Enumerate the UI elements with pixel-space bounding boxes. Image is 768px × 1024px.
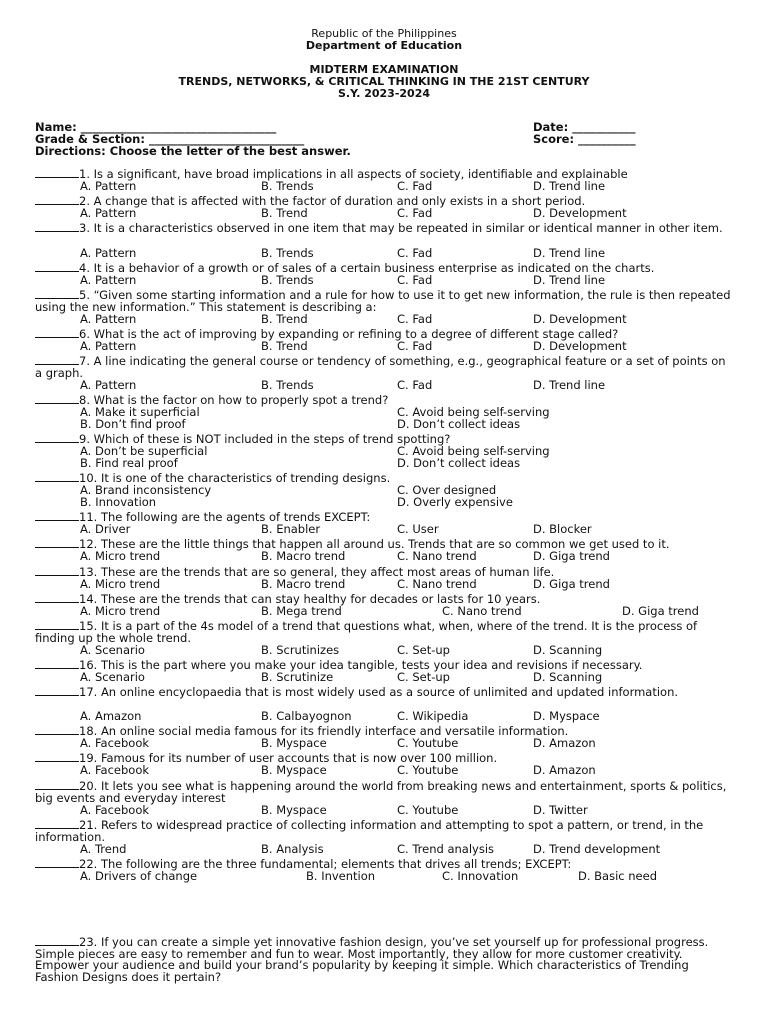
question-stem: 18. An online social media famous for its friendly interface and versatile information. xyxy=(79,724,569,738)
answer-option: D. Overly expensive xyxy=(397,495,513,509)
answer-option: B. Calbayognon xyxy=(261,709,352,723)
answer-blank xyxy=(35,262,79,272)
answer-option: D. Don’t collect ideas xyxy=(397,417,521,431)
answer-option: C. Nano trend xyxy=(397,549,477,563)
answer-option: C. Fad xyxy=(397,246,433,260)
question-2 xyxy=(35,195,735,208)
answer-option: C. Avoid being self-serving xyxy=(397,444,550,458)
answer-blank xyxy=(35,222,79,232)
question-stem: 23. If you can create a simple yet innovative fashion design, you’ve set yourself up for professional progress. Simple pieces are easy to remember and fun to wear. Most importantly, they allow for more customer creativity. Empower your audience and build your brand’s popularity by keeping it simple. Which characteristics of Trending Fashion Designs does it pertain? xyxy=(35,935,709,984)
answer-option: A. Driver xyxy=(80,522,131,536)
answer-blank xyxy=(35,328,79,338)
answer-option: B. Macro trend xyxy=(261,577,346,591)
answer-option: B. Don’t find proof xyxy=(80,417,186,431)
answer-option: C. Set-up xyxy=(397,643,450,657)
question-stem: 1. Is a significant, have broad implications in all aspects of society, identifiable and explainable xyxy=(79,167,628,181)
answer-option: B. Innovation xyxy=(80,495,157,509)
answer-option: C. Youtube xyxy=(397,763,459,777)
question-stem: 12. These are the little things that happen all around us. Trends that are so common we get used to it. xyxy=(79,537,670,551)
answer-blank xyxy=(35,858,79,868)
question-stem: 21. Refers to widespread practice of collecting information and attempting to spot a pattern, or trend, in the information. xyxy=(35,818,704,844)
answer-option: B. Trend xyxy=(261,339,308,353)
question-stem: 20. It lets you see what is happening around the world from breaking news and entertainment, sports & politics, big events and everyday interest xyxy=(35,779,727,805)
answer-option: A. Brand inconsistency xyxy=(80,483,212,497)
school-year: S.Y. 2023-2024 xyxy=(337,87,431,100)
answer-blank xyxy=(35,195,79,205)
question-stem: 3. It is a characteristics observed in one item that may be repeated in similar or identical manner in other item. xyxy=(79,221,723,235)
answer-blank xyxy=(35,593,79,603)
answer-option: C. Fad xyxy=(397,339,433,353)
answer-option: A. Make it superficial xyxy=(80,405,200,419)
question-4 xyxy=(35,262,735,275)
date-field: Date: ___________ xyxy=(533,120,636,134)
answer-option: D. Basic need xyxy=(578,869,658,883)
answer-option: C. User xyxy=(397,522,439,536)
answer-blank xyxy=(35,289,79,299)
answer-option: A. Pattern xyxy=(80,179,137,193)
answer-option: C. Fad xyxy=(397,206,433,220)
question-23 xyxy=(35,936,735,983)
answer-option: C. Set-up xyxy=(397,670,450,684)
question-1 xyxy=(35,168,735,181)
answer-option: C. Over designed xyxy=(397,483,497,497)
question-stem: 22. The following are the three fundamental; elements that drives all trends; EXCEPT: xyxy=(79,857,572,871)
answer-blank xyxy=(35,433,79,443)
question-3 xyxy=(35,222,735,235)
subject-title: TRENDS, NETWORKS, & CRITICAL THINKING IN THE 21ST CENTURY xyxy=(178,75,590,88)
answer-option: D. Myspace xyxy=(533,709,600,723)
answer-option: A. Facebook xyxy=(80,763,150,777)
answer-option: D. Giga trend xyxy=(622,604,699,618)
answer-option: C. Fad xyxy=(397,312,433,326)
answer-option: D. Twitter xyxy=(533,803,588,817)
answer-option: C. Nano trend xyxy=(397,577,477,591)
answer-option: A. Pattern xyxy=(80,339,137,353)
answer-option: B. Scrutinizes xyxy=(261,643,340,657)
question-stem: 5. “Given some starting information and a rule for how to use it to get new information, the rule is then repeated using the new information.” This statement is describing a: xyxy=(35,288,731,314)
answer-option: B. Find real proof xyxy=(80,456,178,470)
question-stem: 11. The following are the agents of trends EXCEPT: xyxy=(79,510,371,524)
answer-option: A. Scenario xyxy=(80,643,145,657)
answer-option: D. Giga trend xyxy=(533,549,610,563)
question-6 xyxy=(35,328,735,341)
question-stem: 10. It is one of the characteristics of trending designs. xyxy=(79,471,391,485)
answer-option: A. Pattern xyxy=(80,273,137,287)
answer-option: A. Micro trend xyxy=(80,549,161,563)
question-21 xyxy=(35,819,735,843)
question-stem: 8. What is the factor on how to properly spot a trend? xyxy=(79,393,389,407)
exam-title: MIDTERM EXAMINATION xyxy=(309,63,459,76)
answer-option: A. Facebook xyxy=(80,736,150,750)
answer-option: C. Avoid being self-serving xyxy=(397,405,550,419)
answer-option: D. Trend line xyxy=(533,246,606,260)
answer-blank xyxy=(35,659,79,669)
answer-option: D. Trend line xyxy=(533,273,606,287)
answer-option: C. Fad xyxy=(397,179,433,193)
question-7 xyxy=(35,355,735,379)
answer-blank xyxy=(35,566,79,576)
answer-option: B. Trend xyxy=(261,312,308,326)
answer-option: D. Trend line xyxy=(533,179,606,193)
answer-option: C. Fad xyxy=(397,378,433,392)
answer-blank xyxy=(35,936,79,946)
answer-option: D. Trend line xyxy=(533,378,606,392)
answer-option: A. Trend xyxy=(80,842,127,856)
answer-option: D. Scanning xyxy=(533,670,603,684)
answer-option: A. Pattern xyxy=(80,246,137,260)
question-15 xyxy=(35,620,735,644)
answer-option: A. Don’t be superficial xyxy=(80,444,208,458)
answer-option: B. Trends xyxy=(261,246,314,260)
answer-option: B. Enabler xyxy=(261,522,321,536)
answer-option: A. Amazon xyxy=(80,709,142,723)
answer-option: A. Pattern xyxy=(80,206,137,220)
question-stem: 14. These are the trends that can stay healthy for decades or lasts for 10 years. xyxy=(79,592,541,606)
answer-option: B. Scrutinize xyxy=(261,670,334,684)
answer-option: B. Myspace xyxy=(261,736,327,750)
answer-blank xyxy=(35,686,79,696)
grade-section-field: Grade & Section: ___________________________ xyxy=(35,132,305,146)
answer-option: C. Trend analysis xyxy=(397,842,495,856)
answer-option: B. Trends xyxy=(261,378,314,392)
answer-option: D. Blocker xyxy=(533,522,592,536)
question-20 xyxy=(35,780,735,804)
question-stem: 19. Famous for its number of user accounts that is now over 100 million. xyxy=(79,751,498,765)
answer-option: C. Youtube xyxy=(397,736,459,750)
answer-option: B. Trends xyxy=(261,273,314,287)
answer-option: B. Analysis xyxy=(261,842,324,856)
header-department: Department of Education xyxy=(305,39,463,52)
answer-option: B. Macro trend xyxy=(261,549,346,563)
answer-option: D. Don’t collect ideas xyxy=(397,456,521,470)
answer-option: A. Scenario xyxy=(80,670,145,684)
answer-option: D. Development xyxy=(533,339,627,353)
answer-option: C. Innovation xyxy=(442,869,519,883)
answer-blank xyxy=(35,394,79,404)
header-republic: Republic of the Philippines xyxy=(311,27,457,40)
score-field: Score: __________ xyxy=(533,132,636,146)
answer-option: D. Development xyxy=(533,206,627,220)
answer-option: D. Amazon xyxy=(533,736,596,750)
answer-blank xyxy=(35,725,79,735)
question-17 xyxy=(35,686,735,699)
answer-option: C. Youtube xyxy=(397,803,459,817)
question-stem: 15. It is a part of the 4s model of a trend that questions what, when, where of the trend. It is the process of finding up the whole trend. xyxy=(35,619,698,645)
question-5 xyxy=(35,289,735,313)
answer-option: C. Fad xyxy=(397,273,433,287)
answer-option: B. Myspace xyxy=(261,803,327,817)
answer-blank xyxy=(35,472,79,482)
answer-option: A. Pattern xyxy=(80,378,137,392)
answer-option: B. Myspace xyxy=(261,763,327,777)
answer-option: A. Pattern xyxy=(80,312,137,326)
answer-blank xyxy=(35,168,79,178)
answer-option: D. Development xyxy=(533,312,627,326)
answer-option: B. Invention xyxy=(306,869,376,883)
answer-blank xyxy=(35,538,79,548)
answer-option: A. Micro trend xyxy=(80,604,161,618)
answer-blank xyxy=(35,620,79,630)
answer-option: B. Trend xyxy=(261,206,308,220)
question-stem: 17. An online encyclopaedia that is most widely used as a source of unlimited and updated information. xyxy=(79,685,679,699)
answer-option: D. Trend development xyxy=(533,842,661,856)
answer-blank xyxy=(35,511,79,521)
question-11 xyxy=(35,511,735,524)
question-stem: 2. A change that is affected with the factor of duration and only exists in a short period. xyxy=(79,194,586,208)
answer-blank xyxy=(35,819,79,829)
name-field: Name: __________________________________ xyxy=(35,120,277,134)
question-stem: 13. These are the trends that are so general, they affect most areas of human life. xyxy=(79,565,555,579)
answer-blank xyxy=(35,780,79,790)
answer-option: A. Facebook xyxy=(80,803,150,817)
question-stem: 16. This is the part where you make your idea tangible, tests your idea and revisions if necessary. xyxy=(79,658,643,672)
question-stem: 7. A line indicating the general course or tendency of something, e.g., geographical feature or a set of points on a graph. xyxy=(35,354,726,380)
answer-option: C. Nano trend xyxy=(442,604,522,618)
answer-blank xyxy=(35,355,79,365)
answer-option: A. Drivers of change xyxy=(80,869,198,883)
answer-option: B. Trends xyxy=(261,179,314,193)
answer-option: B. Mega trend xyxy=(261,604,342,618)
answer-option: D. Amazon xyxy=(533,763,596,777)
answer-option: C. Wikipedia xyxy=(397,709,469,723)
answer-blank xyxy=(35,752,79,762)
answer-option: D. Giga trend xyxy=(533,577,610,591)
question-stem: 4. It is a behavior of a growth or of sales of a certain business enterprise as indicated on the charts. xyxy=(79,261,655,275)
question-stem: 9. Which of these is NOT included in the steps of trend spotting? xyxy=(79,432,451,446)
question-stem: 6. What is the act of improving by expanding or refining to a degree of different stage called? xyxy=(79,327,619,341)
answer-option: D. Scanning xyxy=(533,643,603,657)
directions: Directions: Choose the letter of the best answer. xyxy=(35,144,351,158)
answer-option: A. Micro trend xyxy=(80,577,161,591)
